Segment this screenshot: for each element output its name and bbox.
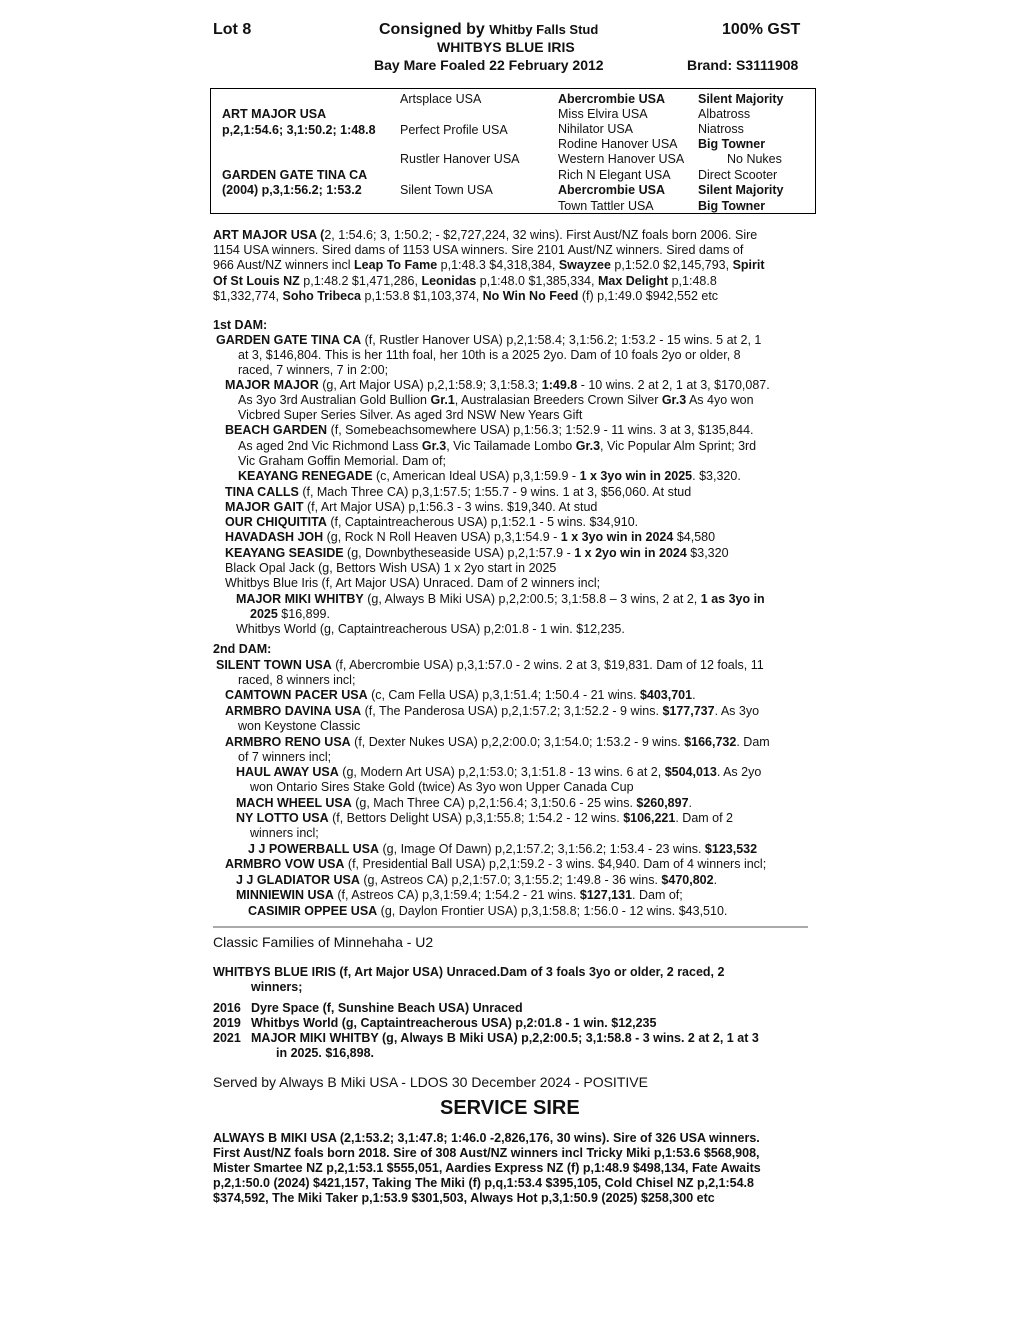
served-by: Served by Always B Miki USA - LDOS 30 December 2024 - POSITIVE [213,1074,648,1090]
entry-text: (g, Modern Art USA) p,2,1:53.0; 3,1:51.8 - 13 wins. 6 at 2, [338,765,665,779]
dam-entry [225,546,729,561]
dam-entry [216,333,761,348]
entry-text: (c, Cam Fella USA) p,3,1:51.4; 1:50.4 - 21 wins. [367,688,640,702]
pedigree-col3-item: Rodine Hanover USA [558,137,678,151]
entry-bold: 1 x 3yo win in 2024 [560,530,674,544]
entry-text: . Dam [736,735,770,749]
horse-name: J J GLADIATOR USA [236,873,360,887]
service-sire-line: ALWAYS B MIKI USA (2,1:53.2; 3,1:47.8; 1:46.0 -2,826,176, 30 wins). Sire of 326 USA winners. [213,1131,760,1145]
sire-text: p,1:48.8 [668,274,717,288]
entry-text: (g, Astreos CA) p,2,1:57.0; 3,1:55.2; 1:49.8 - 36 wins. [359,873,662,887]
family-summary-cont: winners; [251,980,303,994]
pedigree-col4-item: Big Towner [698,137,766,151]
service-sire-line: Mister Smartee NZ p,2,1:53.1 $555,051, Aardies Express NZ (f) p,1:48.9 $498,134, Fate Awaits [213,1161,761,1175]
entry-bold: 1 x 3yo win in 2025 [579,469,693,483]
foal-year: 2021 [213,1031,241,1045]
entry-bold: $260,897 [636,796,689,810]
entry-text: (f, Art Major USA) p,1:56.3 - 3 wins. $19,340. At stud [303,500,598,514]
progeny-name: Soho Tribeca [282,289,362,303]
pedigree-granddam-dam: Silent Town USA [400,183,493,197]
pedigree-col4-item: Big Towner [698,199,766,213]
entry-text: As 4yo won [686,393,754,407]
entry-bold: 2025 [250,607,278,621]
dam-entry [225,378,770,393]
entry-bold: 1 x 2yo win in 2024 [574,546,687,560]
entry-bold: $504,013 [664,765,717,779]
entry-text: - 10 wins. 2 at 2, 1 at 3, $170,087. [577,378,770,392]
entry-bold: Gr.1 [430,393,455,407]
entry-text: (f, The Panderosa USA) p,2,1:57.2; 3,1:52.2 - 9 wins. [361,704,663,718]
service-sire-line: $374,592, The Miki Taker p,1:53.9 $301,503, Always Hot p,3,1:50.9 (2025) $258,300 etc [213,1191,715,1205]
entry-bold: $470,802 [661,873,714,887]
sire-text: p,1:53.8 $1,103,374, [361,289,483,303]
pedigree-col3-item: Town Tattler USA [558,199,654,213]
dam-entry [238,469,741,484]
entry-text: $4,580 [673,530,716,544]
entry-text: . [688,796,693,810]
foal-row [213,1031,759,1046]
entry-bold: 1 as 3yo in [700,592,765,606]
sire-line [213,228,757,243]
pedigree-col3-item: Rich N Elegant USA [558,168,671,182]
entry-bold: $166,732 [684,735,737,749]
progeny-name: Of St Louis NZ [213,274,300,288]
pedigree-col3-item: Western Hanover USA [558,152,685,166]
horse-name: MAJOR GAIT [225,500,304,514]
foal-year: 2019 [213,1016,241,1030]
pedigree-col4-item: Silent Majority [698,92,784,106]
progeny-name: Leonidas [421,274,477,288]
dam-entry-cont: Vicbred Super Series Silver. As aged 3rd NSW New Years Gift [238,408,583,422]
pedigree-granddam: Perfect Profile USA [400,123,508,137]
sire-text: p,1:52.0 $2,145,793, [610,258,733,272]
dam-entry [236,592,765,607]
dam-entry [225,688,696,703]
horse-name: ARMBRO VOW USA [225,857,345,871]
dam-entry [225,485,691,500]
dam-entry-cont: winners incl; [250,826,319,840]
entry-text: (g, Rock N Roll Heaven USA) p,3,1:54.9 - [323,530,561,544]
entry-text: . [692,688,696,702]
dam-entry [248,842,757,857]
dam-entry [225,530,715,545]
horse-name: J J POWERBALL USA [248,842,380,856]
entry-text: As 3yo 3rd Australian Gold Bullion [238,393,431,407]
brand: Brand: S3111908 [687,57,799,73]
family-title: Classic Families of Minnehaha - U2 [213,934,434,950]
dam-entry [236,796,692,811]
horse-name: CASIMIR OPPEE USA [248,904,378,918]
dam-entry: Black Opal Jack (g, Bettors Wish USA) 1 x 2yo start in 2025 [225,561,557,575]
entry-text: , Australasian Breeders Crown Silver [454,393,662,407]
pedigree-sire: ART MAJOR USA [222,107,327,121]
horse-name: KEAYANG RENEGADE [238,469,373,483]
sire-text: p,1:48.2 $1,471,286, [299,274,422,288]
pedigree-col4-item: Silent Majority [698,183,784,197]
horse-name: WHITBYS BLUE IRIS [437,39,575,55]
entry-text: (f, Somebeachsomewhere USA) p,1:56.3; 1:52.9 - 11 wins. 3 at 3, $135,844. [327,423,754,437]
dam-entry-cont [250,607,330,622]
entry-text: . $3,320. [692,469,741,483]
entry-text: (f, Captaintreacherous USA) p,1:52.1 - 5 wins. $34,910. [326,515,639,529]
foaled-info: Bay Mare Foaled 22 February 2012 [374,57,604,73]
horse-name: ARMBRO DAVINA USA [225,704,362,718]
sire-line [213,274,717,289]
entry-text: . As 3yo [714,704,760,718]
service-sire-heading: SERVICE SIRE [440,1097,580,1119]
entry-text: (f, Mach Three CA) p,3,1:57.5; 1:55.7 - 9 wins. 1 at 3, $56,060. At stud [298,485,692,499]
family-summary: WHITBYS BLUE IRIS (f, Art Major USA) Unraced.Dam of 3 foals 3yo or older, 2 raced, 2 [213,965,725,979]
entry-text: (g, Downbytheseaside USA) p,2,1:57.9 - [343,546,575,560]
consignor-name: Whitby Falls Stud [489,22,599,37]
pedigree-sire-record: p,2,1:54.6; 3,1:50.2; 1:48.8 [222,123,376,137]
entry-bold: $127,131 [579,888,633,902]
sire-line [213,243,743,258]
gst-status: 100% GST [722,21,801,38]
first-dam-heading: 1st DAM: [213,318,268,332]
dam-entry [236,765,761,780]
dam-entry [225,735,770,750]
consigned-prefix: Consigned by [379,21,485,38]
horse-name: CAMTOWN PACER USA [225,688,368,702]
dam-entry [216,658,764,673]
horse-name: GARDEN GATE TINA CA [216,333,362,347]
pedigree-col4-item: Niatross [698,122,744,136]
horse-name: KEAYANG SEASIDE [225,546,344,560]
sire-line [213,258,765,273]
sire-text: $1,332,774, [213,289,283,303]
progeny-name: Leap To Fame [354,258,438,272]
dam-entry-cont: at 3, $146,804. This is her 11th foal, her 10th is a 2025 2yo. Dam of 10 foals 2yo or older, 8 [238,348,741,362]
entry-text: (g, Art Major USA) p,2,1:58.9; 3,1:58.3; [318,378,542,392]
consigned-by [379,21,598,39]
horse-name: NY LOTTO USA [236,811,329,825]
horse-name: HAVADASH JOH [225,530,324,544]
sire-text: 1154 USA winners. Sired dams of 1153 USA winners. Sire 2101 Aust/NZ winners. Sired dams of [213,243,744,257]
entry-text: . As 2yo [716,765,762,779]
dam-entry [248,904,727,919]
entry-text: (f, Abercrombie USA) p,3,1:57.0 - 2 wins. 2 at 3, $19,831. Dam of 12 foals, 11 [331,658,764,672]
dam-entry-cont: raced, 8 winners incl; [238,673,356,687]
pedigree-col3-item: Miss Elvira USA [558,107,648,121]
dam-entry [225,500,597,515]
dam-entry-cont: won Keystone Classic [238,719,361,733]
dam-entry: Whitbys World (g, Captaintreacherous USA) p,2:01.8 - 1 win. $12,235. [236,622,625,636]
dam-entry [236,811,733,826]
horse-name: MINNIEWIN USA [236,888,334,902]
foal-text: Dyre Space (f, Sunshine Beach USA) Unraced [251,1001,523,1015]
entry-text: . Dam of 2 [675,811,734,825]
entry-bold: $123,532 [704,842,758,856]
sire-line [213,289,718,304]
dam-entry-cont: Vic Graham Goffin Memorial. Dam of; [238,454,446,468]
entry-text: , Vic Tailamade Lombo [446,439,576,453]
dam-entry [236,888,683,903]
horse-name: OUR CHIQUITITA [225,515,327,529]
section-divider [213,926,808,928]
horse-name: BEACH GARDEN [225,423,328,437]
pedigree-col4-item: No Nukes [727,152,782,166]
entry-bold: Gr.3 [575,439,601,453]
progeny-name: Spirit [732,258,765,272]
pedigree-grandsire: Artsplace USA [400,92,482,106]
entry-text: $16,899. [277,607,330,621]
entry-text: . [713,873,718,887]
entry-text: (f, Astreos CA) p,3,1:59.4; 1:54.2 - 21 wins. [333,888,580,902]
horse-name: MAJOR MAJOR [225,378,319,392]
progeny-name: Max Delight [597,274,669,288]
entry-text: (f, Rustler Hanover USA) p,2,1:58.4; 3,1:56.2; 1:53.2 - 15 wins. 5 at 2, 1 [361,333,762,347]
sire-text: p,1:48.3 $4,318,384, [437,258,559,272]
entry-bold: $106,221 [623,811,676,825]
entry-text: As aged 2nd Vic Richmond Lass [238,439,422,453]
sire-text: 2, 1:54.6; 3, 1:50.2; - $2,727,224, 32 wins). First Aust/NZ foals born 2006. Sire [324,228,758,242]
pedigree-table [210,88,816,214]
dam-entry-cont [238,439,756,454]
sire-name: ART MAJOR USA ( [213,228,325,242]
foal-row-cont: in 2025. $16,898. [276,1046,374,1060]
horse-name: ARMBRO RENO USA [225,735,351,749]
entry-text: . Dam of; [632,888,683,902]
dam-entry: Whitbys Blue Iris (f, Art Major USA) Unraced. Dam of 2 winners incl; [225,576,601,590]
lot-number: Lot 8 [213,21,252,38]
entry-text: (f, Presidential Ball USA) p,2,1:59.2 - 3 wins. $4,940. Dam of 4 winners incl; [344,857,767,871]
entry-text: (f, Dexter Nukes USA) p,2,2:00.0; 3,1:54.0; 1:53.2 - 9 wins. [350,735,685,749]
service-sire-line: p,2,1:50.0 (2024) $421,157, Taking The Miki (f) p,q,1:53.4 $395,105, Cold Chisel NZ p,2,1:54.8 [213,1176,754,1190]
dam-entry [225,857,766,872]
foal-text: Whitbys World (g, Captaintreacherous USA) p,2:01.8 - 1 win. $12,235 [251,1016,657,1030]
pedigree-col3-item: Nihilator USA [558,122,634,136]
pedigree-col4-item: Albatross [698,107,751,121]
dam-entry [236,873,717,888]
sire-text: (f) p,1:49.0 $942,552 etc [578,289,719,303]
service-sire-line: First Aust/NZ foals born 2018. Sire of 308 Aust/NZ winners incl Tricky Miki p,1:53.6 $568,908, [213,1146,760,1160]
foal-row [213,1001,523,1016]
pedigree-col3-item: Abercrombie USA [558,183,665,197]
entry-text: $3,320 [686,546,729,560]
dam-entry [225,423,754,438]
foal-year: 2016 [213,1001,241,1015]
foal-row [213,1016,656,1031]
pedigree-col3-item: Abercrombie USA [558,92,665,106]
progeny-name: Swayzee [558,258,611,272]
entry-text: (g, Always B Miki USA) p,2,2:00.5; 3,1:58.8 – 3 wins, 2 at 2, [363,592,701,606]
entry-bold: $403,701 [639,688,693,702]
second-dam-heading: 2nd DAM: [213,642,272,656]
dam-entry-cont: raced, 7 winners, 7 in 2:00; [238,363,389,377]
entry-text: (f, Bettors Delight USA) p,3,1:55.8; 1:54.2 - 12 wins. [328,811,624,825]
horse-name: SILENT TOWN USA [216,658,332,672]
horse-name: MAJOR MIKI WHITBY [236,592,364,606]
entry-bold: Gr.3 [661,393,687,407]
entry-text: , Vic Popular Alm Sprint; 3rd [600,439,757,453]
horse-name: MACH WHEEL USA [236,796,352,810]
foal-text: MAJOR MIKI WHITBY (g, Always B Miki USA) p,2,2:00.5; 3,1:58.8 - 3 wins. 2 at 2, 1 at 3 [251,1031,759,1045]
dam-entry-cont: of 7 winners incl; [238,750,332,764]
entry-text: (c, American Ideal USA) p,3,1:59.9 - [372,469,580,483]
entry-bold: Gr.3 [421,439,447,453]
pedigree-grandsire-dam: Rustler Hanover USA [400,152,520,166]
entry-text: (g, Image Of Dawn) p,2,1:57.2; 3,1:56.2; 1:53.4 - 23 wins. [379,842,705,856]
sire-text: 966 Aust/NZ winners incl [213,258,355,272]
sire-text: p,1:48.0 $1,385,334, [476,274,598,288]
dam-entry [225,704,759,719]
entry-text: (g, Mach Three CA) p,2,1:56.4; 3,1:50.6 - 25 wins. [351,796,637,810]
entry-text: (g, Daylon Frontier USA) p,3,1:58.8; 1:56.0 - 12 wins. $43,510. [377,904,728,918]
horse-name: TINA CALLS [225,485,299,499]
horse-name: HAUL AWAY USA [236,765,339,779]
pedigree-dam-record: (2004) p,3,1:56.2; 1:53.2 [222,183,362,197]
pedigree-col4-item: Direct Scooter [698,168,778,182]
entry-bold: 1:49.8 [541,378,578,392]
pedigree-dam: GARDEN GATE TINA CA [222,168,368,182]
progeny-name: No Win No Feed [482,289,579,303]
dam-entry-cont: won Ontario Sires Stake Gold (twice) As 3yo won Upper Canada Cup [250,780,634,794]
dam-entry [225,515,638,530]
entry-bold: $177,737 [662,704,715,718]
dam-entry-cont [238,393,754,408]
